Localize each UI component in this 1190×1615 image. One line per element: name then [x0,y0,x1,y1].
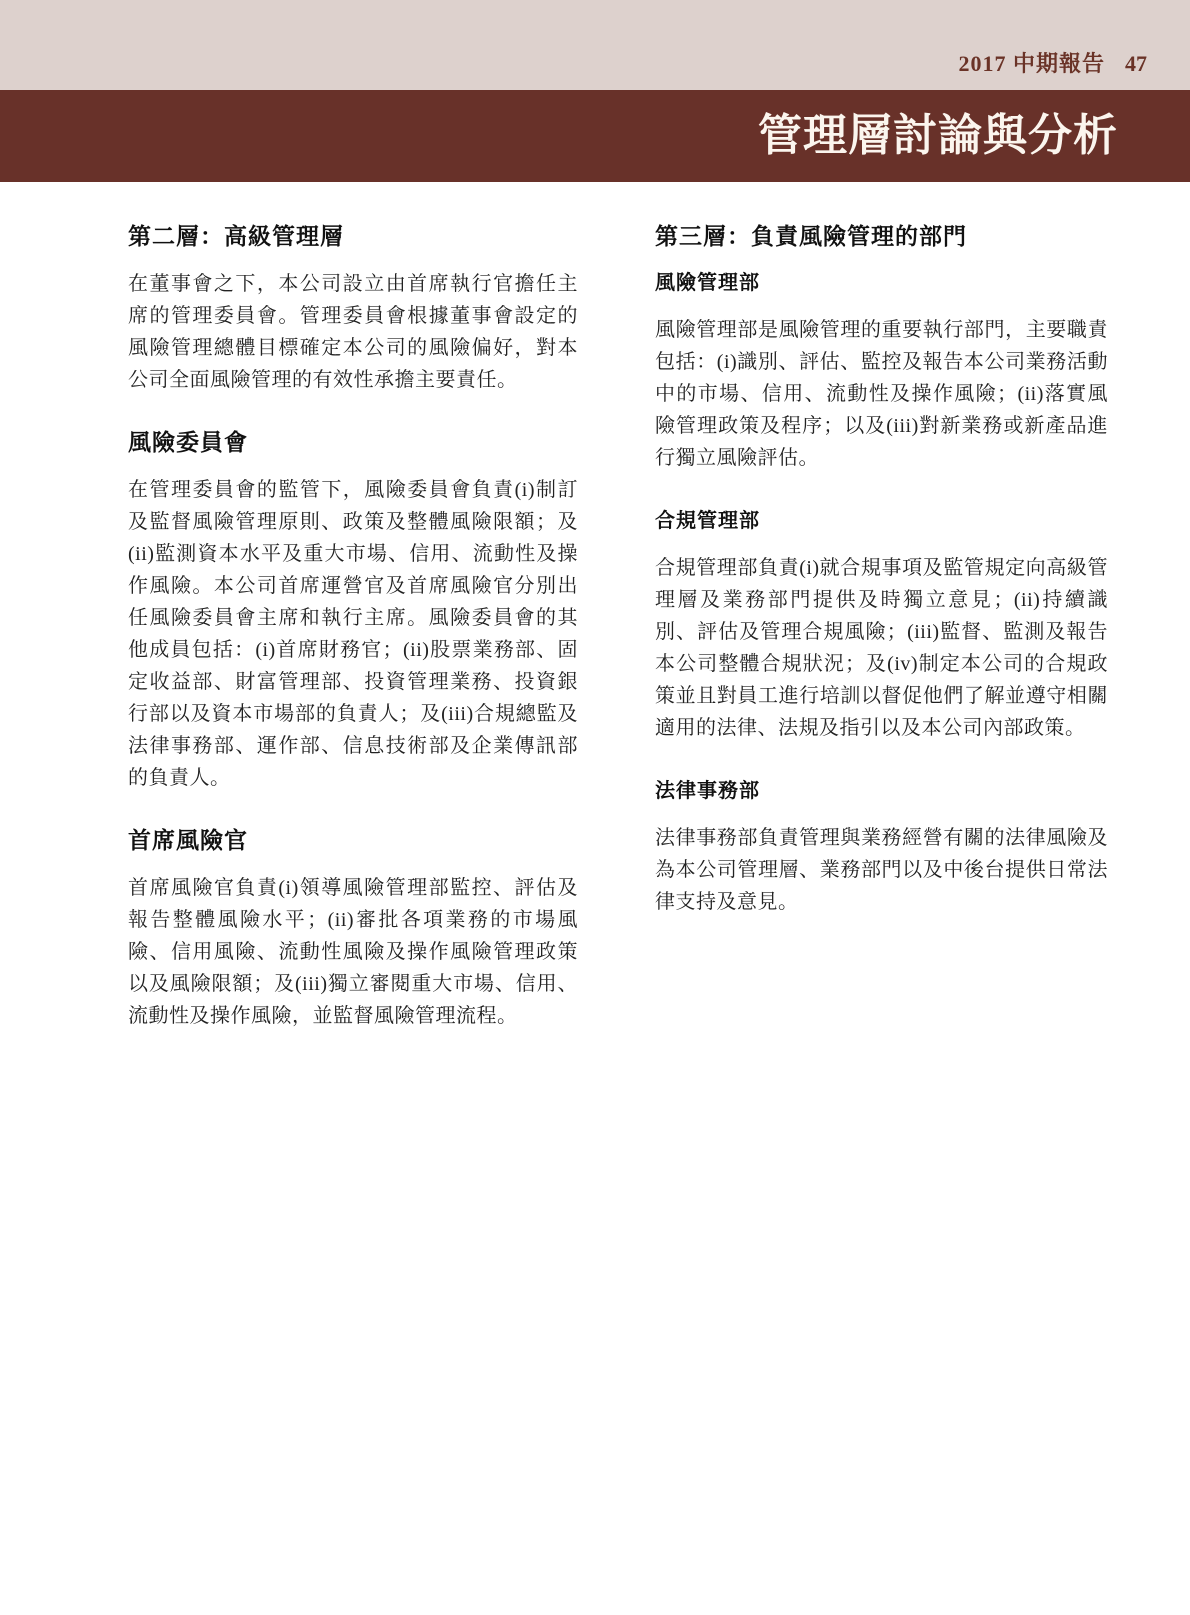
section-legal-dept [655,776,1108,918]
body-paragraph: 在管理委員會的監管下，風險委員會負責(i)制訂及監督風險管理原則、政策及整體風險限額；及(ii)監測資本水平及重大市場、信用、流動性及操作風險。本公司首席運營官及首席風險官分別出任風險委員會主席和執行主席。風險委員會的其他成員包括：(i)首席財務官；(ii)股票業務部、固定收益部、財富管理部、投資管理業務、投資銀行部以及資本市場部的負責人；及(iii)合規總監及法律事務部、運作部、信息技術部及企業傳訊部的負責人。 [128,479,578,789]
page-header-bar [0,0,1190,90]
section-senior-management [128,222,578,396]
right-column [655,222,1108,950]
body-paragraph: 在董事會之下，本公司設立由首席執行官擔任主席的管理委員會。管理委員會根據董事會設定的風險管理總體目標確定本公司的風險偏好，對本公司全面風險管理的有效性承擔主要責任。 [128,273,578,391]
section-heading: 風險委員會 [128,430,248,455]
chapter-title: 管理層討論與分析 [758,111,1118,160]
subsection-heading: 法律事務部 [655,780,760,802]
chapter-banner [0,90,1190,182]
subsection-heading: 合規管理部 [655,510,760,532]
section-heading: 第三層：負責風險管理的部門 [655,224,967,249]
page-number: 47 [1125,51,1147,76]
section-compliance-dept [655,506,1108,744]
section-heading: 第二層：高級管理層 [128,224,344,249]
section-risk-management-dept [655,268,1108,474]
body-paragraph: 合規管理部負責(i)就合規事項及監管規定向高級管理層及業務部門提供及時獨立意見；(ii)持續識別、評估及管理合規風險；(iii)監督、監測及報告本公司整體合規狀況；及(iv)制定本公司的合規政策並且對員工進行培訓以督促他們了解並遵守相關適用的法律、法規及指引以及本公司內部政策。 [655,557,1108,739]
section-chief-risk-officer [128,826,578,1032]
left-column [128,222,578,1064]
section-heading: 首席風險官 [128,828,248,853]
body-paragraph: 風險管理部是風險管理的重要執行部門，主要職責包括：(i)識別、評估、監控及報告本公司業務活動中的市場、信用、流動性及操作風險；(ii)落實風險管理政策及程序；以及(iii)對新業務或新產品進行獨立風險評估。 [655,319,1108,469]
subsection-heading: 風險管理部 [655,272,760,294]
body-paragraph: 法律事務部負責管理與業務經營有關的法律風險及為本公司管理層、業務部門以及中後台提供日常法律支持及意見。 [655,827,1108,913]
body-paragraph: 首席風險官負責(i)領導風險管理部監控、評估及報告整體風險水平；(ii)審批各項業務的市場風險、信用風險、流動性風險及操作風險管理政策以及風險限額；及(iii)獨立審閱重大市場、信用、流動性及操作風險，並監督風險管理流程。 [128,877,578,1027]
section-risk-committee [128,428,578,794]
report-title: 2017 中期報告 [958,51,1105,76]
